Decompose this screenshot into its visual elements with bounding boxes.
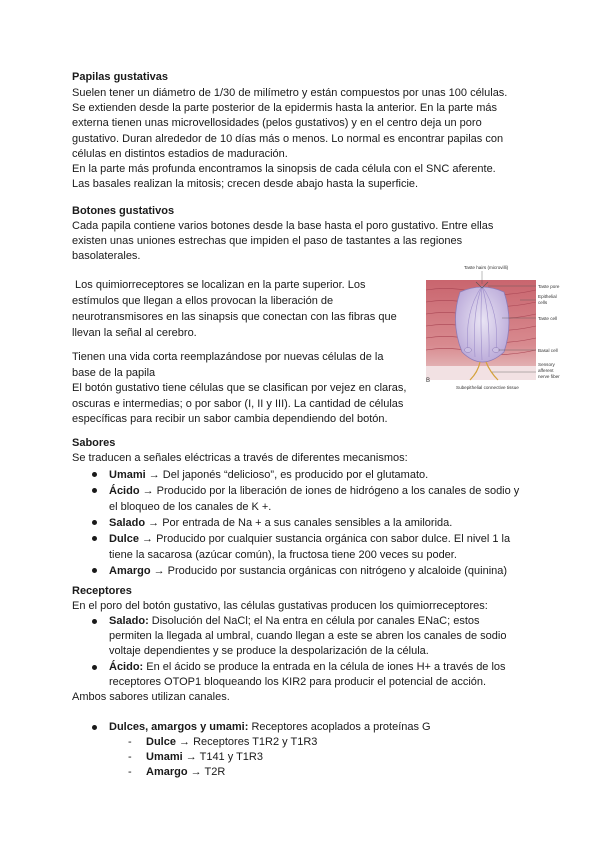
receptores-sublist: [72, 735, 542, 781]
papilas-paragraph: [72, 86, 542, 192]
list-item: Umami → Del japonés “delicioso”, es producido por el glutamato.: [72, 467, 542, 483]
label-cells: cells: [538, 300, 548, 305]
list-item: Amargo → Producido por sustancia orgánicas con nitrógeno y alcaloide (quinina): [72, 563, 542, 579]
botones-para2: [72, 277, 412, 341]
sabores-list: [72, 467, 542, 579]
text-line: existen unas uniones estrechas que impiden el paso de tastantes a las regiones: [72, 235, 463, 248]
text-line: Cada papila contiene varios botones desde la base hasta el poro gustativo. Entre ellas: [72, 220, 494, 232]
heading-receptores: Receptores: [72, 585, 132, 597]
heading-papilas: Papilas gustativas: [72, 71, 168, 83]
list-item: Salado → Por entrada de Na + a sus canales sensibles a la amilorida.: [72, 515, 542, 531]
label-nerve-fiber: nerve fiber: [538, 374, 560, 379]
text-line: externa tienen unas microvellosidades (pelos gustativos) y en el centro deja un poro: [72, 117, 482, 130]
botones-para3: [72, 350, 422, 428]
receptores-intro: En el poro del botón gustativo, las células gustativas producen los quimiorreceptores:: [72, 600, 488, 612]
label-b: B: [426, 378, 431, 384]
label-sensory: Sensory: [538, 362, 555, 367]
text-line: células en distintos estadios de maduración.: [72, 147, 288, 160]
label-taste-hairs: Taste hairs (microvilli): [464, 265, 509, 270]
text-line: neurotransmisores en las sinapsis que conectan con las fibras que: [72, 311, 397, 323]
connective-tissue: [426, 366, 536, 380]
sub-list-item: - Dulce → Receptores T1R2 y T1R3: [72, 735, 542, 750]
text-line: específicas para recibir un sabor cambia dependiendo del botón.: [72, 413, 388, 426]
heading-botones: Botones gustativos: [72, 205, 175, 217]
sub-list-item: - Umami → T141 y T1R3: [72, 750, 542, 765]
list-item: Salado: Disolución del NaCl; el Na entra en célula por canales ENaC; estos permiten la llegada al umbral, cuando llegan a este se abren los canales de sodio voltaje dependientes y se produce la despolarización de la célula.: [72, 614, 542, 660]
taste-bud-figure: [420, 262, 570, 394]
label-epithelial: Epithelial: [538, 294, 557, 299]
text-line: El botón gustativo tiene células que se clasifican por vejez en claras,: [72, 382, 407, 395]
heading-sabores: Sabores: [72, 437, 116, 449]
basal-cell: [465, 348, 472, 353]
list-item: Dulce → Producido por cualquier sustancia orgánica con sabor dulce. El nivel 1 la tiene la sacarosa (azúcar común), la fructosa tiene 200 veces su poder.: [72, 531, 542, 563]
label-taste-cell: Taste cell: [538, 316, 558, 321]
label-afferent: afferent: [538, 368, 554, 373]
text-line: llevan la señal al cerebro.: [72, 327, 197, 339]
list-item: Ácido: En el ácido se produce la entrada en la célula de iones H+ a través de los receptores OTOP1 bloqueando los KIR2 para producir el potencial de acción.: [72, 660, 542, 690]
text-line: oscuras e intermedias; o por sabor (I, II y III). La cantidad de células: [72, 397, 404, 410]
text-line: Los quimiorreceptores se localizan en la parte superior. Los: [72, 279, 366, 291]
label-basal-cell: Basal cell: [538, 348, 558, 353]
label-connective-tissue: Subepithelial connective tissue: [456, 385, 519, 390]
text-line: base de la papila: [72, 366, 156, 379]
receptores-group: [72, 720, 542, 735]
text-line: estímulos que llegan a ellos provocan la liberación de: [72, 295, 334, 307]
sabores-intro: Se traducen a señales eléctricas a través de diferentes mecanismos:: [72, 452, 408, 464]
list-item: Ácido → Producido por la liberación de iones de hidrógeno a los canales de sodio y el bloqueo de los canales de K +.: [72, 483, 542, 515]
receptores-outro: Ambos sabores utilizan canales.: [72, 691, 230, 703]
receptores-list: [72, 614, 542, 690]
text-line: En la parte más profunda encontramos la sinopsis de cada célula con el SNC aferente.: [72, 163, 496, 176]
botones-intro: [72, 219, 542, 265]
text-line: basolaterales.: [72, 250, 141, 263]
text-line: Tienen una vida corta reemplazándose por nuevas células de la: [72, 351, 384, 363]
label-taste-pore: Taste pore: [538, 284, 560, 289]
text-line: Suelen tener un diámetro de 1/30 de milímetro y están compuestos por unas 100 células.: [72, 87, 508, 99]
text-line: gustativo. Duran alrededor de 10 días más o menos. Lo normal es encontrar papilas con: [72, 132, 504, 145]
sub-list-item: - Amargo → T2R: [72, 765, 542, 780]
list-item: Dulces, amargos y umami: Receptores acoplados a proteínas G: [72, 720, 542, 735]
text-line: Las basales realizan la mitosis; crecen desde abajo hasta la superficie.: [72, 178, 419, 191]
taste-bud: [455, 287, 509, 362]
text-line: Se extienden desde la parte posterior de la epidermis hasta la anterior. En la parte más: [72, 102, 497, 115]
